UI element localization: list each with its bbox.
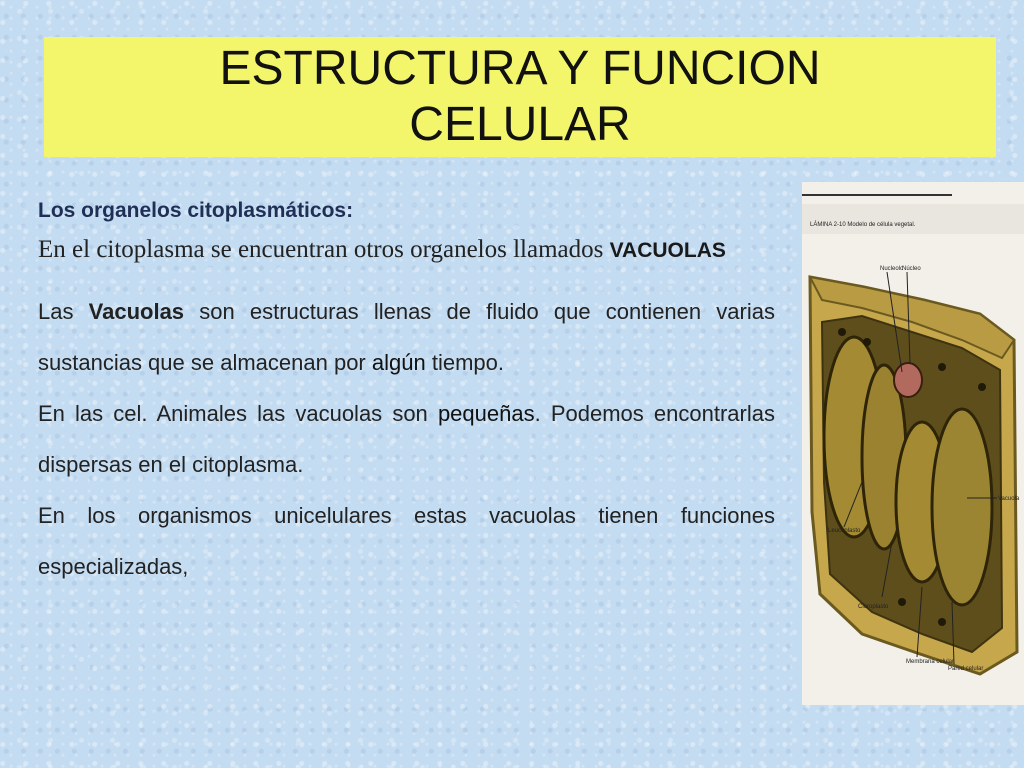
p2-text-pequenas: pequeñas bbox=[437, 401, 535, 426]
illustration-caption: LÁMINA 2-10 Modelo de célula vegetal. bbox=[810, 222, 916, 228]
paragraph-vacuolas bbox=[38, 286, 775, 592]
title-line-2: CELULAR bbox=[409, 98, 631, 151]
p1-text-e: tiempo. bbox=[431, 350, 505, 375]
slide-title bbox=[220, 41, 821, 153]
label-pared: Pared celular bbox=[948, 666, 984, 672]
p1-text-algun: algún bbox=[371, 350, 426, 375]
intro-paragraph bbox=[38, 234, 775, 266]
intro-text: En el citoplasma se encuentran otros organelos llamados bbox=[38, 236, 604, 263]
title-line-1: ESTRUCTURA Y FUNCION bbox=[219, 42, 821, 95]
label-leucoplasto: Leucoplasto bbox=[828, 528, 861, 534]
label-nucleo: Núcleo bbox=[902, 266, 921, 272]
p1-bold-vacuolas: Vacuolas bbox=[88, 299, 185, 324]
label-cloroplasto: Cloroplasto bbox=[858, 604, 889, 610]
subheading: Los organelos citoplasmáticos: bbox=[38, 199, 354, 222]
slide-body bbox=[38, 198, 775, 592]
label-vacuola: Vacuola bbox=[998, 496, 1020, 502]
plant-cell-drawing bbox=[802, 182, 1024, 705]
p1-text-a: Las bbox=[38, 299, 74, 324]
label-nucleolo: Nucleolo bbox=[880, 266, 904, 272]
p2-text-c: . Podemos encontrarlas dispersas en el citoplasma. bbox=[38, 401, 775, 477]
p1-text-c: son estructuras llenas de fluido que contienen varias sustancias que se almacenan por bbox=[38, 299, 775, 375]
intro-strong: VACUOLAS bbox=[609, 239, 726, 262]
label-membrana: Membrana celular bbox=[906, 659, 955, 665]
p2-text-a: En las cel. Animales las vacuolas son bbox=[38, 401, 428, 426]
p3-text: En los organismos unicelulares estas vacuolas tienen funciones especializadas, bbox=[38, 503, 775, 579]
title-bar bbox=[44, 37, 996, 157]
plant-cell-illustration bbox=[802, 182, 1024, 705]
